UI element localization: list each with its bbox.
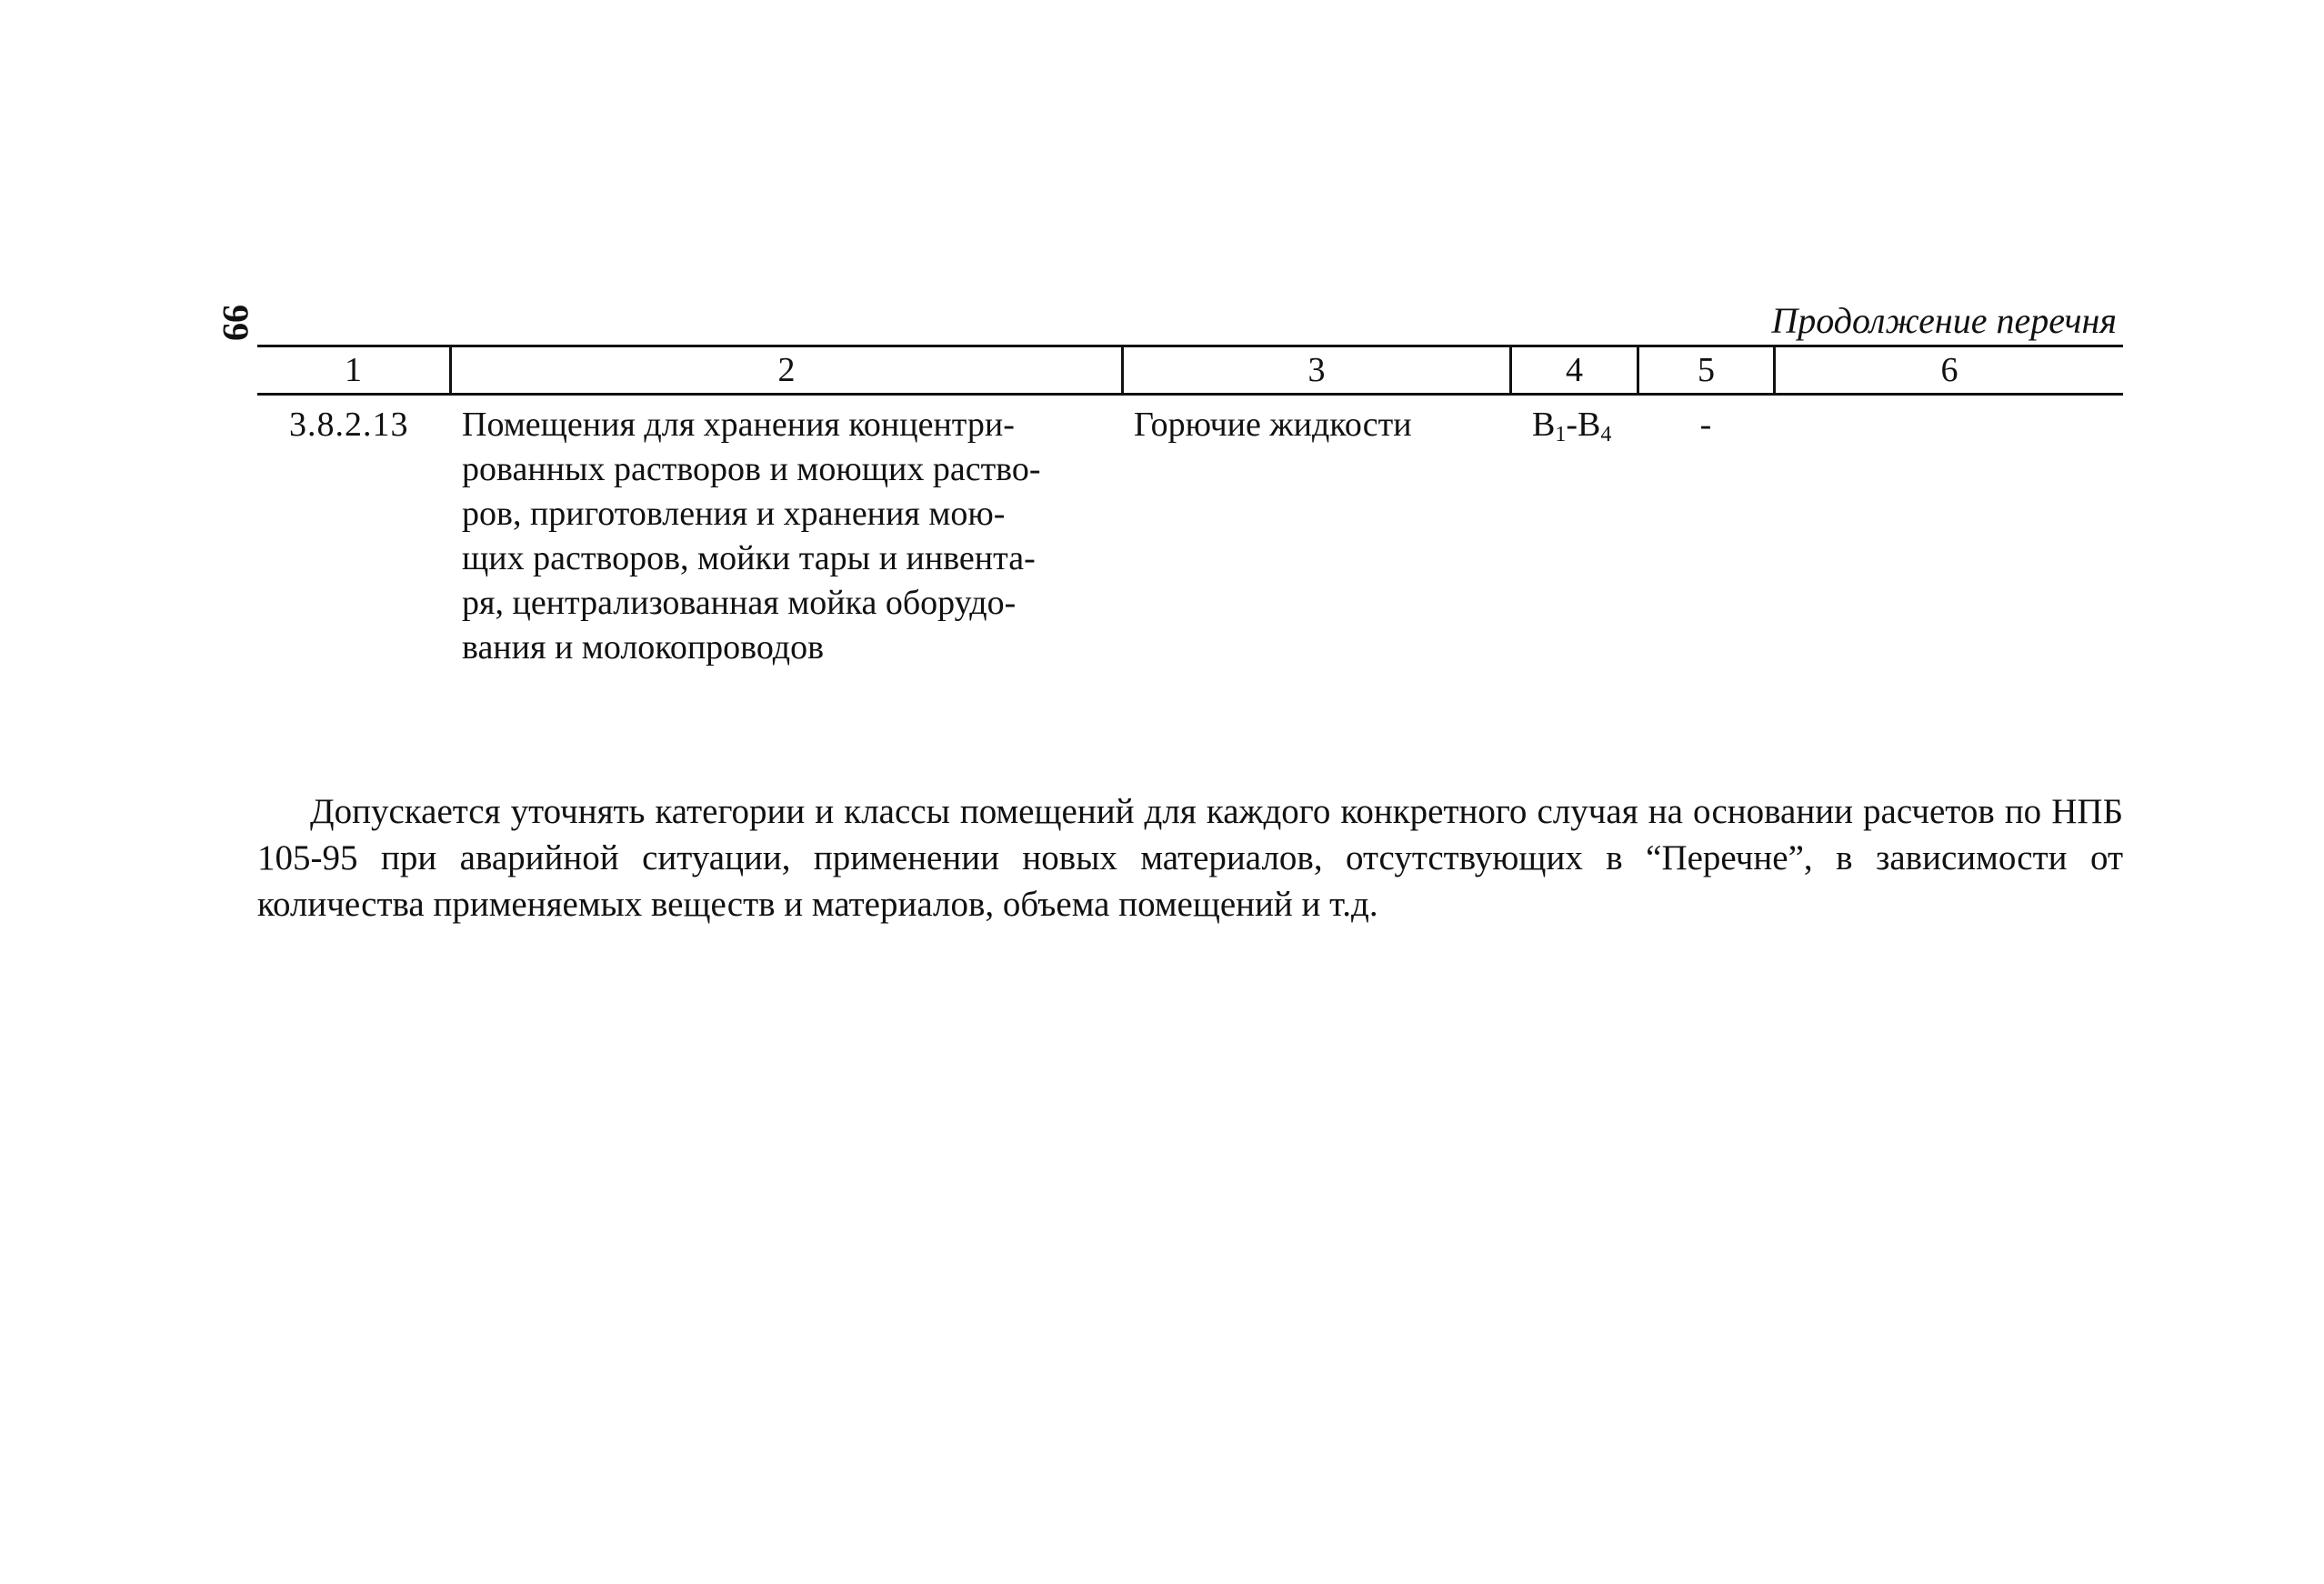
page-number: 99	[215, 305, 256, 341]
column-header-3: 3	[1307, 351, 1326, 389]
row-zone-class: -	[1699, 406, 1712, 444]
table-header-bottom-rule	[257, 393, 2123, 396]
column-header-6: 6	[1940, 351, 1958, 389]
column-header-4: 4	[1566, 351, 1583, 389]
row-substances: Горючие жидкости	[1134, 406, 1412, 444]
category-separator: -	[1566, 406, 1578, 444]
column-header-2: 2	[777, 351, 796, 389]
row-category	[1532, 403, 1611, 447]
note-paragraph: Допускается уточнять категории и классы помещений для каждого конкретного случая на основании расчетов по НПБ 105-95 при аварийной ситуации, применении новых материалов, отсутствующих в “Перечне”, в зависимости от количества применяемых веществ и материалов, объема помещений и т.д.	[257, 792, 2123, 924]
row-room-description: Помещения для хранения концентри- рованных растворов и моющих раство- ров, приготовления и хранения мою- щих растворов, мойки тары и инвента- ря, централизованная мойка оборудо- вания и молокопроводов	[462, 406, 1041, 667]
column-header-5: 5	[1698, 351, 1715, 389]
column-header-1: 1	[345, 351, 362, 389]
category-start-subscript: 1	[1555, 423, 1567, 446]
continuation-label: Продолжение перечня	[1771, 300, 2117, 341]
table-header-top-rule	[257, 345, 2123, 347]
category-end-subscript: 4	[1600, 423, 1612, 446]
row-item-number: 3.8.2.13	[289, 406, 409, 444]
category-end-letter: В	[1578, 406, 1601, 444]
category-start-letter: В	[1532, 406, 1556, 444]
